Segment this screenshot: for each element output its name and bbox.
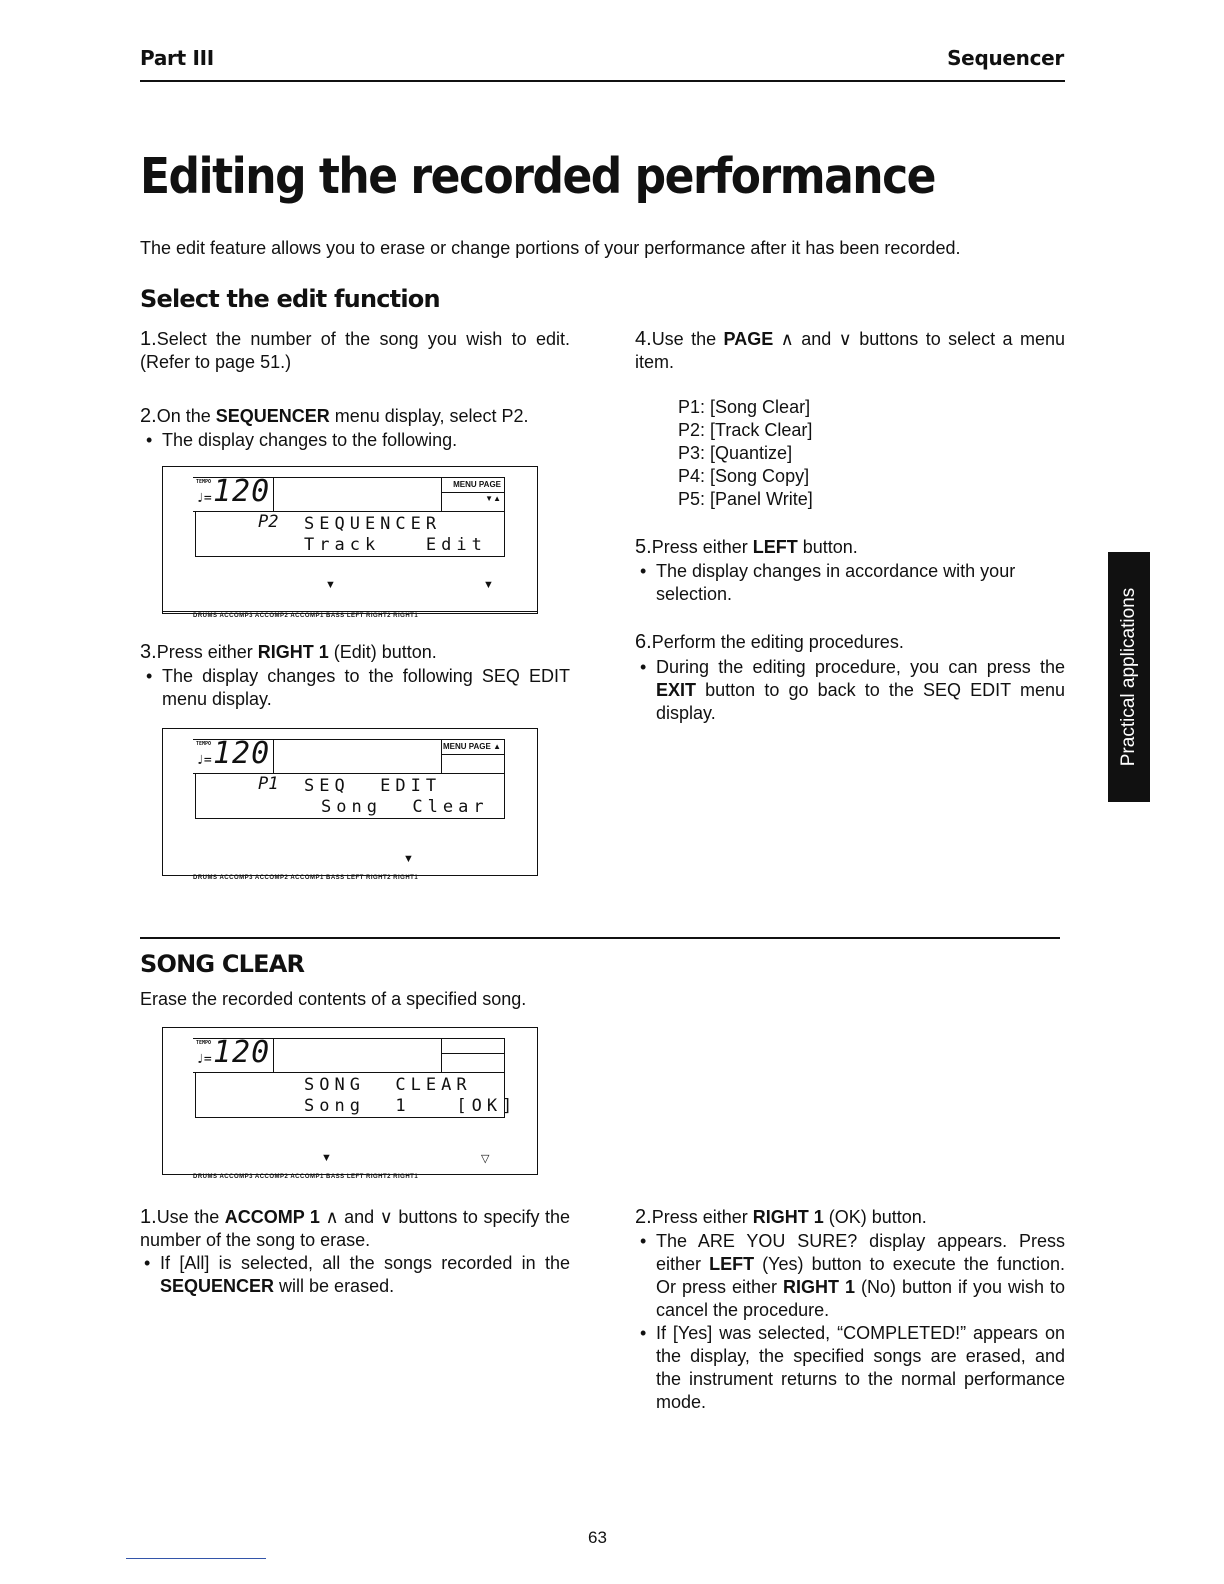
header-rule [140,80,1065,82]
tempo-indicator: TEMPO ♩= 120 [193,739,274,774]
step-6-bullet: • During the editing procedure, you can press the EXIT button to go back to the SEQ EDIT menu display. [656,656,1065,725]
intro-text: The edit feature allows you to erase or change portions of your performance after it has been recorded. [140,238,961,258]
part-labels: DRUMS ACCOMP3 ACCOMP2 ACCOMP1 BASS LEFT RIGHT2 RIGHT1 [193,1174,419,1180]
side-tab-label: Practical applications [1118,587,1139,767]
step-5-bullet: • The display changes in accordance with your selection. [656,560,1065,606]
lcd-screen: P2 SEQUENCER Track Edit [195,511,505,557]
down-arrow-icon: ▼ [483,579,494,591]
list-item: P5: [Panel Write] [678,489,813,509]
lcd-screen: P1 SEQ EDIT Song Clear [195,773,505,819]
list-item: P3: [Quantize] [678,443,793,463]
tempo-indicator: TEMPO ♩= 120 [193,1038,274,1073]
section-divider [140,937,1060,939]
section-heading-select: Select the edit function [140,285,440,313]
tempo-indicator: TEMPO ♩= 120 [193,477,274,512]
side-tab [1108,552,1150,802]
menu-page-indicator: MENU PAGE ▼▲ [441,477,505,512]
list-item: P2: [Track Clear] [678,420,813,440]
list-item: P1: [Song Clear] [678,397,811,417]
lcd-display-seq-edit [162,728,538,881]
menu-page-indicator: MENU PAGE ▲ [441,739,505,774]
down-arrow-icon: ▼ [321,1152,332,1164]
list-item: P4: [Song Copy] [678,466,810,486]
menu-page-indicator [441,1038,505,1073]
song-clear-step-1-bullet: • If [All] is selected, all the songs recorded in the SEQUENCER will be erased. [160,1252,570,1298]
song-clear-desc: Erase the recorded contents of a specified song. [140,989,527,1009]
song-clear-step-2-bullet-2: • If [Yes] was selected, “COMPLETED!” appears on the display, the specified songs are erased, and the instrument returns to the normal performance mode. [656,1322,1065,1414]
part-labels: DRUMS ACCOMP3 ACCOMP2 ACCOMP1 BASS LEFT RIGHT2 RIGHT1 [193,613,419,619]
header-part: Part III [140,46,214,70]
page-title: Editing the recorded performance [140,148,936,206]
step-2-bullet: • The display changes to the following. [162,429,570,452]
lcd-display-song-clear [162,1027,538,1180]
footnote-rule [126,1558,266,1559]
section-heading-song-clear: SONG CLEAR [140,950,305,978]
down-arrow-icon: ▼ [403,853,414,865]
down-arrow-icon: ▼ [325,579,336,591]
lcd-display-sequencer [162,466,538,619]
step-3-bullet: • The display changes to the following SEQ EDIT menu display. [162,665,570,711]
song-clear-step-2-bullet-1: • The ARE YOU SURE? display appears. Press either LEFT (Yes) button to execute the function. Or press either RIGHT 1 (No) button if you wish to cancel the procedure. [656,1230,1065,1322]
part-labels: DRUMS ACCOMP3 ACCOMP2 ACCOMP1 BASS LEFT RIGHT2 RIGHT1 [193,875,419,881]
page-number: 63 [588,1528,607,1547]
header-section: Sequencer [947,46,1064,70]
menu-item-list [678,396,813,511]
down-arrow-icon: ▽ [481,1153,490,1165]
lcd-screen: SONG CLEAR Song 1 [OK] [195,1072,505,1118]
